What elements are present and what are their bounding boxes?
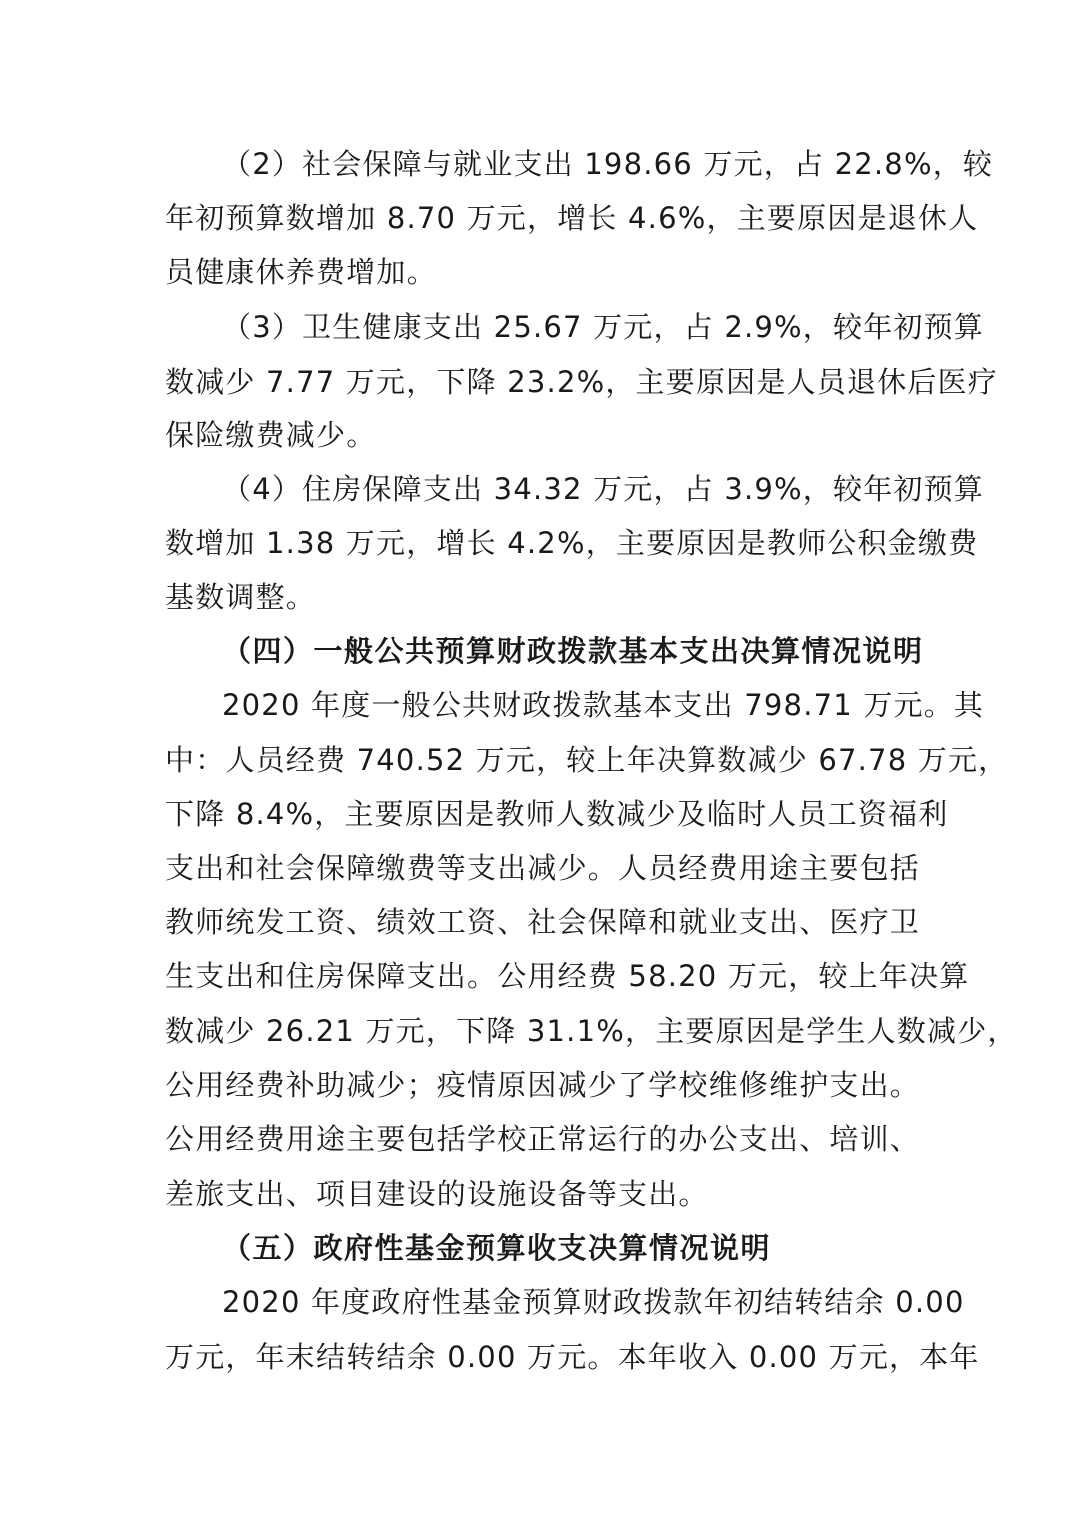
paragraph-line: （2）社会保障与就业支出 198.66 万元，占 22.8%，较	[222, 147, 994, 181]
paragraph-line: 数增加 1.38 万元，增长 4.2%，主要原因是教师公积金缴费	[165, 526, 979, 560]
paragraph-line: 员健康休养费增加。	[165, 255, 437, 289]
paragraph-line: （4）住房保障支出 34.32 万元，占 3.9%，较年初预算	[222, 472, 985, 506]
paragraph-line: 2020 年度一般公共财政拨款基本支出 798.71 万元。其	[222, 688, 985, 722]
paragraph-line: （3）卫生健康支出 25.67 万元，占 2.9%，较年初预算	[222, 310, 985, 344]
section-heading-4: （四）一般公共预算财政拨款基本支出决算情况说明	[222, 634, 924, 668]
paragraph-line: 万元，年末结转结余 0.00 万元。本年收入 0.00 万元，本年	[165, 1340, 980, 1374]
paragraph-line: 教师统发工资、绩效工资、社会保障和就业支出、医疗卫	[165, 905, 921, 939]
paragraph-line: 数减少 7.77 万元，下降 23.2%，主要原因是人员退休后医疗	[165, 365, 998, 399]
paragraph-line: 支出和社会保障缴费等支出减少。人员经费用途主要包括	[165, 851, 921, 885]
paragraph-line: 中：人员经费 740.52 万元，较上年决算数减少 67.78 万元，	[165, 743, 1009, 777]
paragraph-line: 公用经费补助减少；疫情原因减少了学校维修维护支出。	[165, 1068, 921, 1102]
paragraph-line: 差旅支出、项目建设的设施设备等支出。	[165, 1177, 709, 1211]
paragraph-line: 2020 年度政府性基金预算财政拨款年初结转结余 0.00	[222, 1285, 965, 1319]
paragraph-line: 数减少 26.21 万元，下降 31.1%，主要原因是学生人数减少，	[165, 1014, 1018, 1048]
paragraph-line: 保险缴费减少。	[165, 418, 377, 452]
section-heading-5: （五）政府性基金预算收支决算情况说明	[222, 1231, 772, 1265]
paragraph-line: 生支出和住房保障支出。公用经费 58.20 万元，较上年决算	[165, 959, 970, 993]
paragraph-line: 公用经费用途主要包括学校正常运行的办公支出、培训、	[165, 1122, 921, 1156]
paragraph-line: 年初预算数增加 8.70 万元，增长 4.6%，主要原因是退休人	[165, 201, 979, 235]
paragraph-line: 基数调整。	[165, 580, 317, 614]
paragraph-line: 下降 8.4%，主要原因是教师人数减少及临时人员工资福利	[165, 797, 949, 831]
